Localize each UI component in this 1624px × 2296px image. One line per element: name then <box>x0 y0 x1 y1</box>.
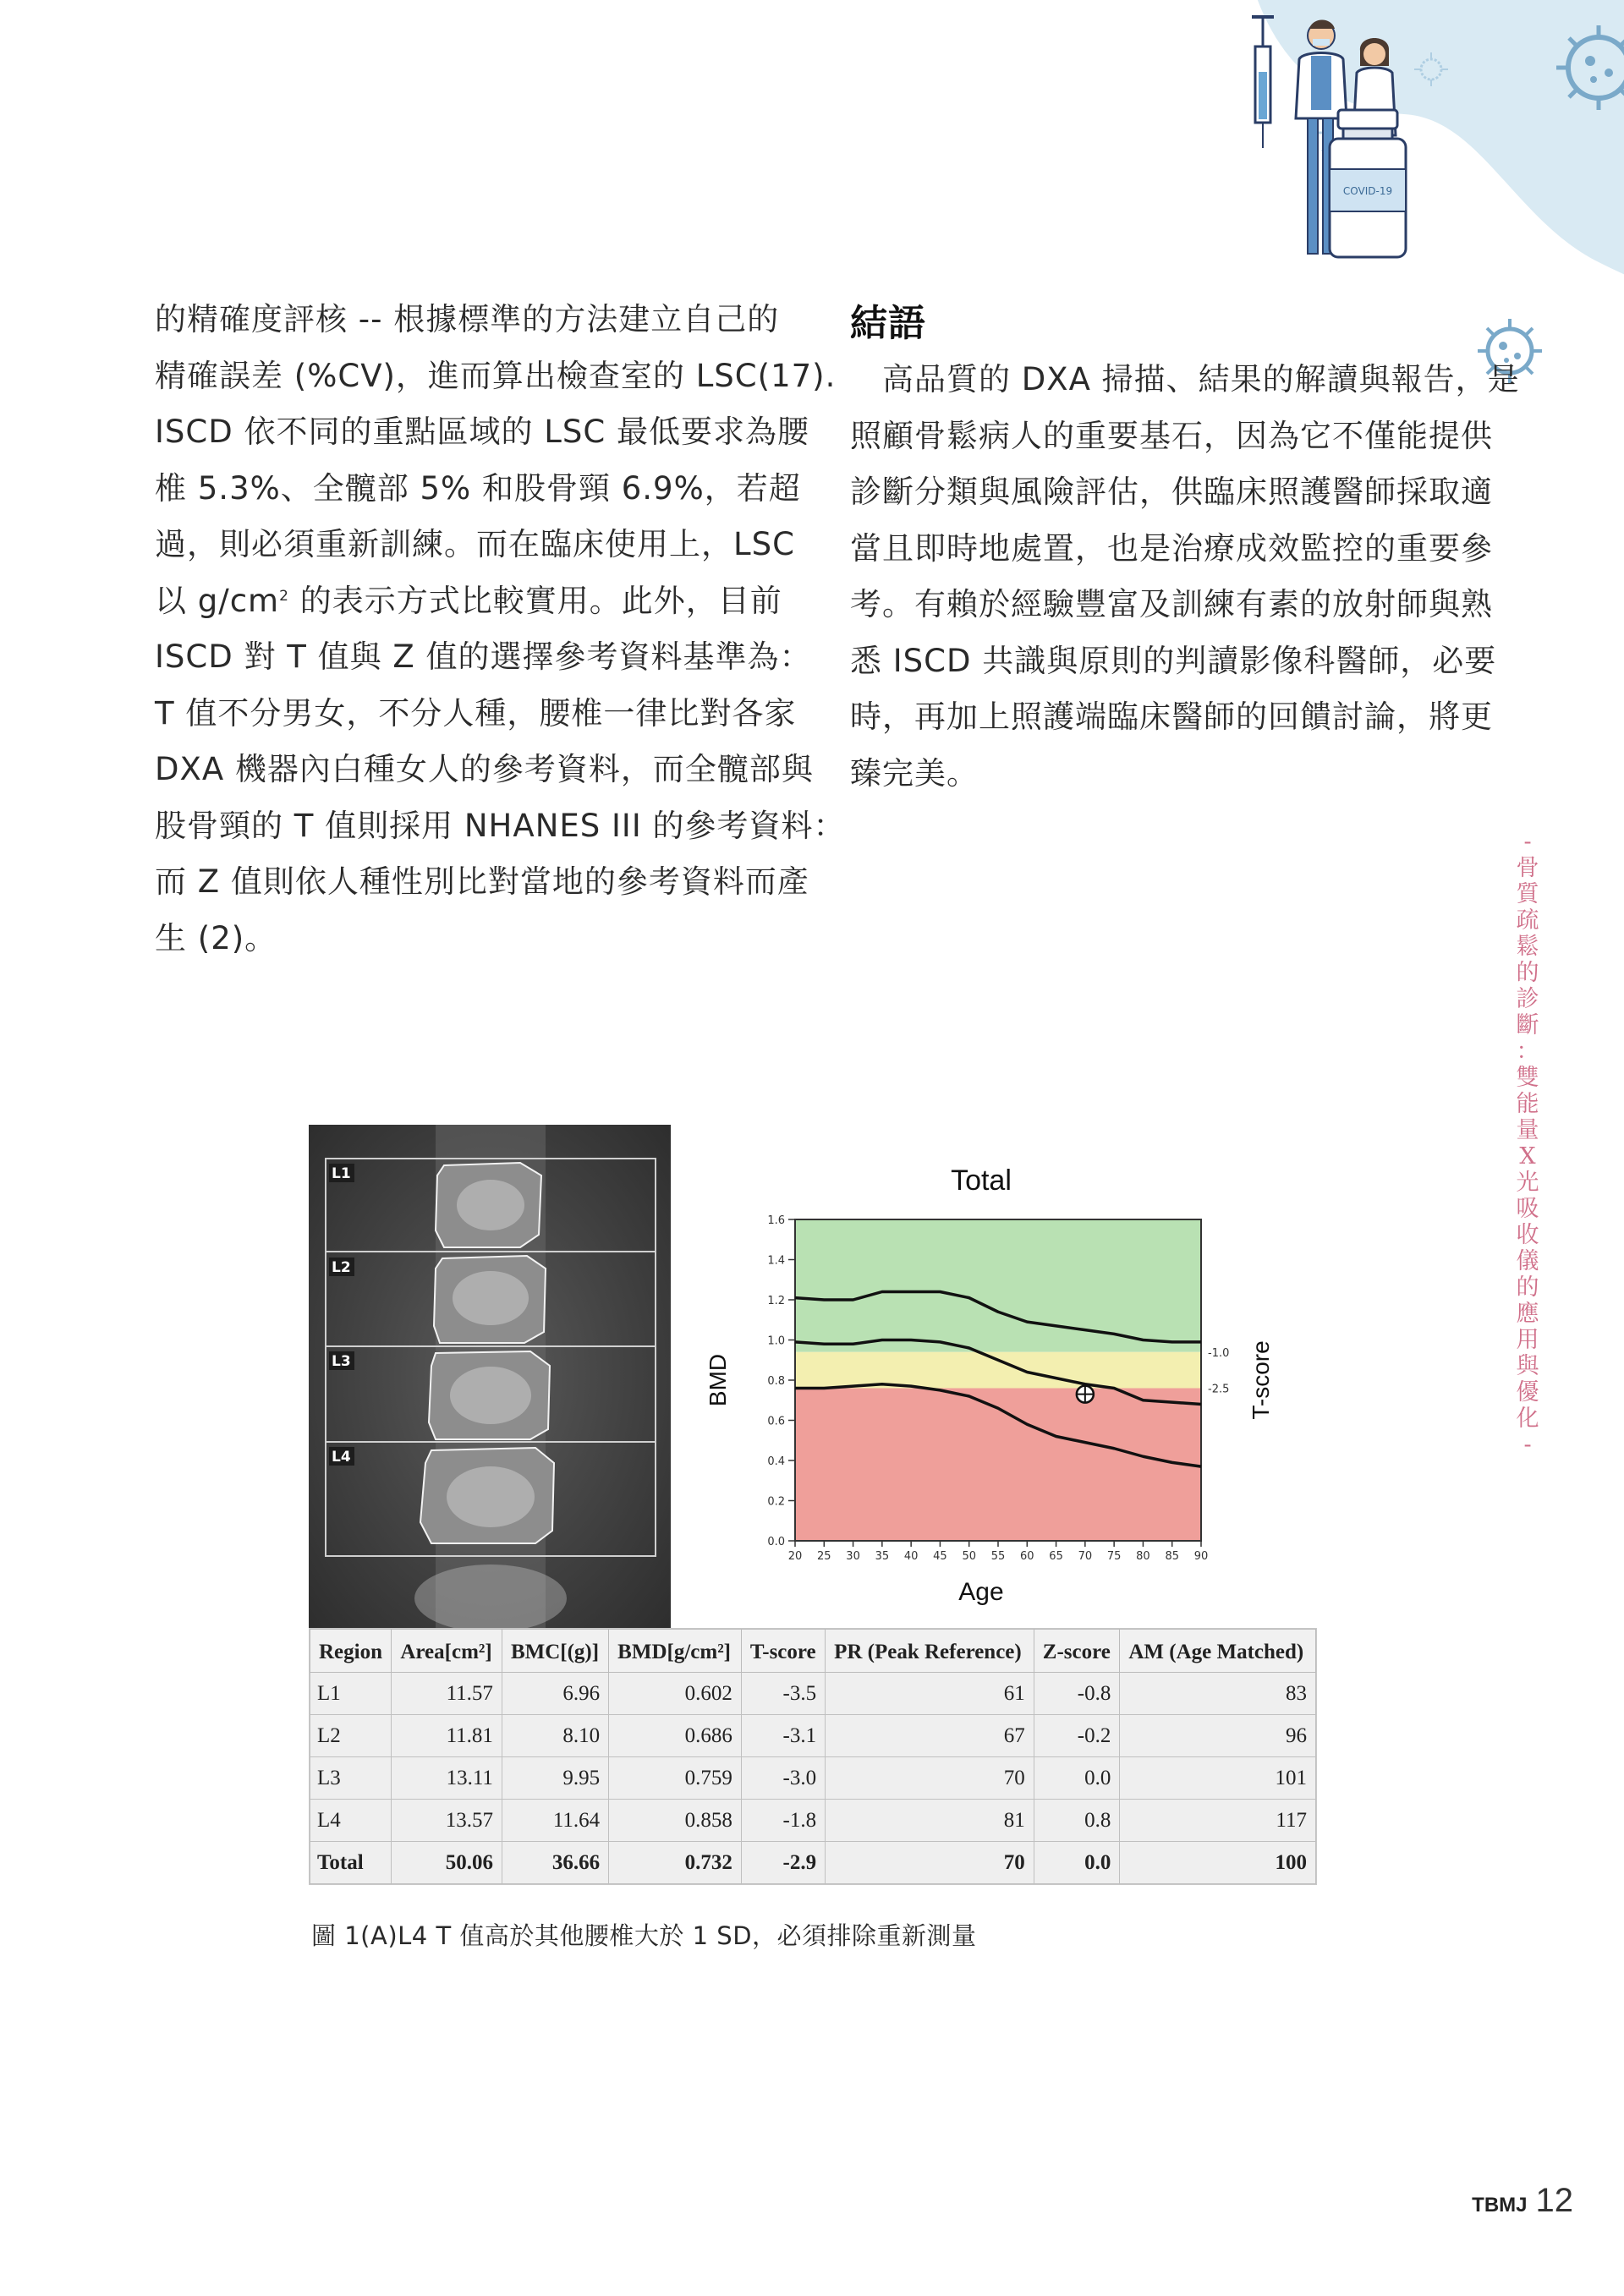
column-header: AM (Age Matched) <box>1120 1630 1316 1673</box>
x-tick-label: 50 <box>962 1550 976 1563</box>
region-cell: Total <box>310 1842 392 1884</box>
zone-osteopenia <box>795 1352 1201 1389</box>
title-char: X <box>1519 1143 1536 1170</box>
value-cell: 13.11 <box>392 1757 502 1800</box>
y-tick-label: 0.0 <box>767 1536 785 1548</box>
x-tick-label: 85 <box>1165 1550 1179 1563</box>
x-tick-label: 25 <box>817 1550 831 1563</box>
text-line: 精確誤差 (%CV)，進而算出檢查室的 LSC(17). <box>155 357 837 394</box>
section-heading: 結語 <box>850 302 926 345</box>
value-cell: 0.0 <box>1034 1842 1120 1884</box>
text-line: 診斷分類與風險評估，供臨床照護醫師採取適 <box>850 474 1493 510</box>
dxa-spine-image <box>309 1125 671 1628</box>
x-tick-label: 90 <box>1193 1550 1209 1563</box>
title-char: 應 <box>1516 1301 1539 1327</box>
value-cell: -3.1 <box>741 1715 825 1757</box>
page-footer <box>1472 2182 1573 2220</box>
value-cell: 81 <box>826 1800 1034 1842</box>
value-cell: 117 <box>1120 1800 1316 1842</box>
x-tick-label: 20 <box>787 1550 803 1563</box>
column-header: Region <box>310 1630 392 1673</box>
title-char: 雙 <box>1516 1065 1539 1091</box>
left-text-column <box>155 292 846 967</box>
text-line: 的精確度評核 -- 根據標準的方法建立自己的 <box>155 301 780 337</box>
title-char: 化 <box>1516 1406 1539 1432</box>
title-char: 量 <box>1516 1117 1539 1143</box>
column-header: T-score <box>741 1630 825 1673</box>
value-cell: 67 <box>826 1715 1034 1757</box>
journal-name: TBMJ <box>1472 2194 1528 2217</box>
title-char: 吸 <box>1516 1196 1539 1222</box>
y-tick-label: 1.2 <box>767 1295 785 1307</box>
title-char: 質 <box>1516 881 1539 907</box>
value-cell: -1.8 <box>741 1800 825 1842</box>
text-line: 過，則必須重新訓練。而在臨床使用上，LSC <box>155 526 795 562</box>
running-title-vertical <box>1511 829 1544 1458</box>
zone-osteoporosis <box>795 1389 1201 1542</box>
x-tick-label: 80 <box>1136 1550 1150 1563</box>
title-char: 與 <box>1516 1353 1539 1379</box>
x-tick-label: 35 <box>875 1550 890 1563</box>
value-cell: 36.66 <box>502 1842 608 1884</box>
value-cell: 11.57 <box>392 1673 502 1715</box>
value-cell: 0.0 <box>1034 1757 1120 1800</box>
text-line: DXA 機器內白種女人的參考資料，而全髖部與 <box>155 751 814 787</box>
table-row <box>310 1757 1316 1800</box>
value-cell: 0.858 <box>609 1800 742 1842</box>
syringe-icon <box>1252 17 1274 148</box>
text-line: 椎 5.3%、全髖部 5% 和股骨頸 6.9%，若超 <box>155 469 801 507</box>
value-cell: -3.5 <box>741 1673 825 1715</box>
title-char: - <box>1523 829 1532 855</box>
column-header: BMD[g/cm²] <box>609 1630 742 1673</box>
region-cell: L2 <box>310 1715 392 1757</box>
vertebra-label: L3 <box>332 1353 351 1370</box>
y-axis-label: BMD <box>705 1353 731 1407</box>
value-cell: 0.602 <box>609 1673 742 1715</box>
dxa-results-table <box>310 1629 1316 1884</box>
y-tick-label: 0.4 <box>767 1455 785 1468</box>
title-char: 的 <box>1516 1274 1539 1301</box>
value-cell: -3.0 <box>741 1757 825 1800</box>
text-line: 當且即時地處置，也是治療成效監控的重要參 <box>850 529 1493 567</box>
title-char: 斷 <box>1516 1012 1539 1038</box>
zone-normal <box>795 1219 1201 1352</box>
vertebra-label: L4 <box>332 1449 351 1466</box>
x-tick-label: 45 <box>933 1550 947 1563</box>
y-tick-label: 0.2 <box>767 1495 785 1509</box>
value-cell: 83 <box>1120 1673 1316 1715</box>
text-line: 照顧骨鬆病人的重要基石，因為它不僅能提供 <box>850 417 1493 454</box>
text-line: 生 (2)。 <box>155 919 277 956</box>
column-header: BMC[(g)] <box>502 1630 608 1673</box>
title-char: 診 <box>1516 986 1539 1012</box>
text-line: 悉 ISCD 共識與原則的判讀影像科醫師，必要 <box>850 642 1497 679</box>
text-fragment: 的表示方式比較實用。此外，目前 <box>299 582 782 619</box>
region-cell: L4 <box>310 1800 392 1842</box>
y-tick-label: 1.0 <box>767 1334 785 1348</box>
table-row <box>310 1673 1316 1715</box>
x-tick-label: 70 <box>1078 1550 1093 1563</box>
spine-scan <box>309 1125 671 1628</box>
value-cell: 0.732 <box>609 1842 742 1884</box>
tscore-tick-label: -1.0 <box>1208 1346 1230 1360</box>
table-row <box>310 1715 1316 1757</box>
value-cell: 0.759 <box>609 1757 742 1800</box>
chart-title: Total <box>951 1164 1012 1197</box>
text-line: 而 Z 值則依人種性別比對當地的參考資料而產 <box>155 863 809 900</box>
text-line <box>155 573 781 630</box>
y-tick-label: 0.6 <box>767 1415 785 1428</box>
x-tick-label: 75 <box>1106 1550 1122 1563</box>
value-cell: 0.8 <box>1034 1800 1120 1842</box>
vertebra-label: L2 <box>332 1259 351 1276</box>
title-char: 優 <box>1516 1379 1539 1406</box>
value-cell: 6.96 <box>502 1673 608 1715</box>
column-header: Z-score <box>1034 1630 1120 1673</box>
table-row <box>310 1800 1316 1842</box>
title-char: - <box>1523 1432 1532 1458</box>
title-char: 收 <box>1516 1222 1539 1248</box>
title-char: 能 <box>1516 1091 1539 1117</box>
column-header: PR (Peak Reference) <box>826 1630 1034 1673</box>
text-line: 考。有賴於經驗豐富及訓練有素的放射師與熟 <box>850 586 1493 622</box>
value-cell: 96 <box>1120 1715 1316 1757</box>
value-cell: 50.06 <box>392 1842 502 1884</box>
text-line: 股骨頸的 T 值則採用 NHANES III 的參考資料： <box>155 807 846 844</box>
text-fragment: 以 g/cm <box>155 582 280 619</box>
title-char: 用 <box>1516 1327 1539 1353</box>
x-tick-label: 40 <box>903 1550 919 1563</box>
value-cell: 13.57 <box>392 1800 502 1842</box>
value-cell: -2.9 <box>741 1842 825 1884</box>
title-char: 的 <box>1516 960 1539 986</box>
value-cell: 0.686 <box>609 1715 742 1757</box>
value-cell: 100 <box>1120 1842 1316 1884</box>
text-line: ISCD 依不同的重點區域的 LSC 最低要求為腰 <box>155 414 809 450</box>
x-tick-label: 30 <box>846 1550 860 1563</box>
text-line: ISCD 對 T 值與 Z 值的選擇參考資料基準為： <box>155 638 812 675</box>
table-row <box>310 1842 1316 1884</box>
value-cell: 61 <box>826 1673 1034 1715</box>
y-tick-label: 1.4 <box>767 1254 785 1268</box>
table-header-row <box>310 1630 1316 1673</box>
header-illustration <box>1235 0 1624 321</box>
value-cell: 9.95 <box>502 1757 608 1800</box>
value-cell: 8.10 <box>502 1715 608 1757</box>
x-tick-label: 65 <box>1049 1550 1063 1563</box>
column-header: Area[cm²] <box>392 1630 502 1673</box>
title-char: ： <box>1516 1038 1539 1065</box>
title-char: 疏 <box>1516 907 1539 934</box>
x-tick-label: 55 <box>990 1550 1006 1563</box>
title-char: 儀 <box>1516 1248 1539 1274</box>
value-cell: 70 <box>826 1757 1034 1800</box>
value-cell: 11.81 <box>392 1715 502 1757</box>
background-blob <box>1248 0 1624 300</box>
y-tick-label: 1.6 <box>767 1214 785 1227</box>
tscore-tick-label: -2.5 <box>1208 1383 1230 1396</box>
bmd-reference-chart <box>677 1125 1277 1624</box>
value-cell: 101 <box>1120 1757 1316 1800</box>
page-number: 12 <box>1535 2182 1573 2219</box>
value-cell: 70 <box>826 1842 1034 1884</box>
value-cell: -0.8 <box>1034 1673 1120 1715</box>
title-char: 骨 <box>1516 855 1539 881</box>
title-char: 鬆 <box>1516 934 1539 960</box>
vertebra-label: L1 <box>332 1165 351 1182</box>
region-cell: L3 <box>310 1757 392 1800</box>
title-char: 光 <box>1516 1170 1539 1196</box>
text-line: 高品質的 DXA 掃描、結果的解讀與報告，是 <box>882 361 1520 397</box>
vial-label: COVID-19 <box>1342 185 1393 197</box>
x-tick-label: 60 <box>1020 1550 1034 1563</box>
region-cell: L1 <box>310 1673 392 1715</box>
text-line: 時，再加上照護端臨床醫師的回饋討論，將更 <box>850 699 1493 735</box>
secondary-axis-label: T-score <box>1248 1340 1274 1420</box>
y-tick-label: 0.8 <box>767 1375 785 1388</box>
superscript: 2 <box>279 587 289 605</box>
text-line: 臻完美。 <box>850 754 979 792</box>
value-cell: 11.64 <box>502 1800 608 1842</box>
conclusion-section <box>850 296 1520 802</box>
value-cell: -0.2 <box>1034 1715 1120 1757</box>
text-line: T 值不分男女，不分人種，腰椎一律比對各家 <box>155 694 797 732</box>
figure-caption: 圖 1(A)L4 T 值高於其他腰椎大於 1 SD，必須排除重新測量 <box>311 1921 977 1950</box>
x-axis-label: Age <box>958 1578 1004 1606</box>
